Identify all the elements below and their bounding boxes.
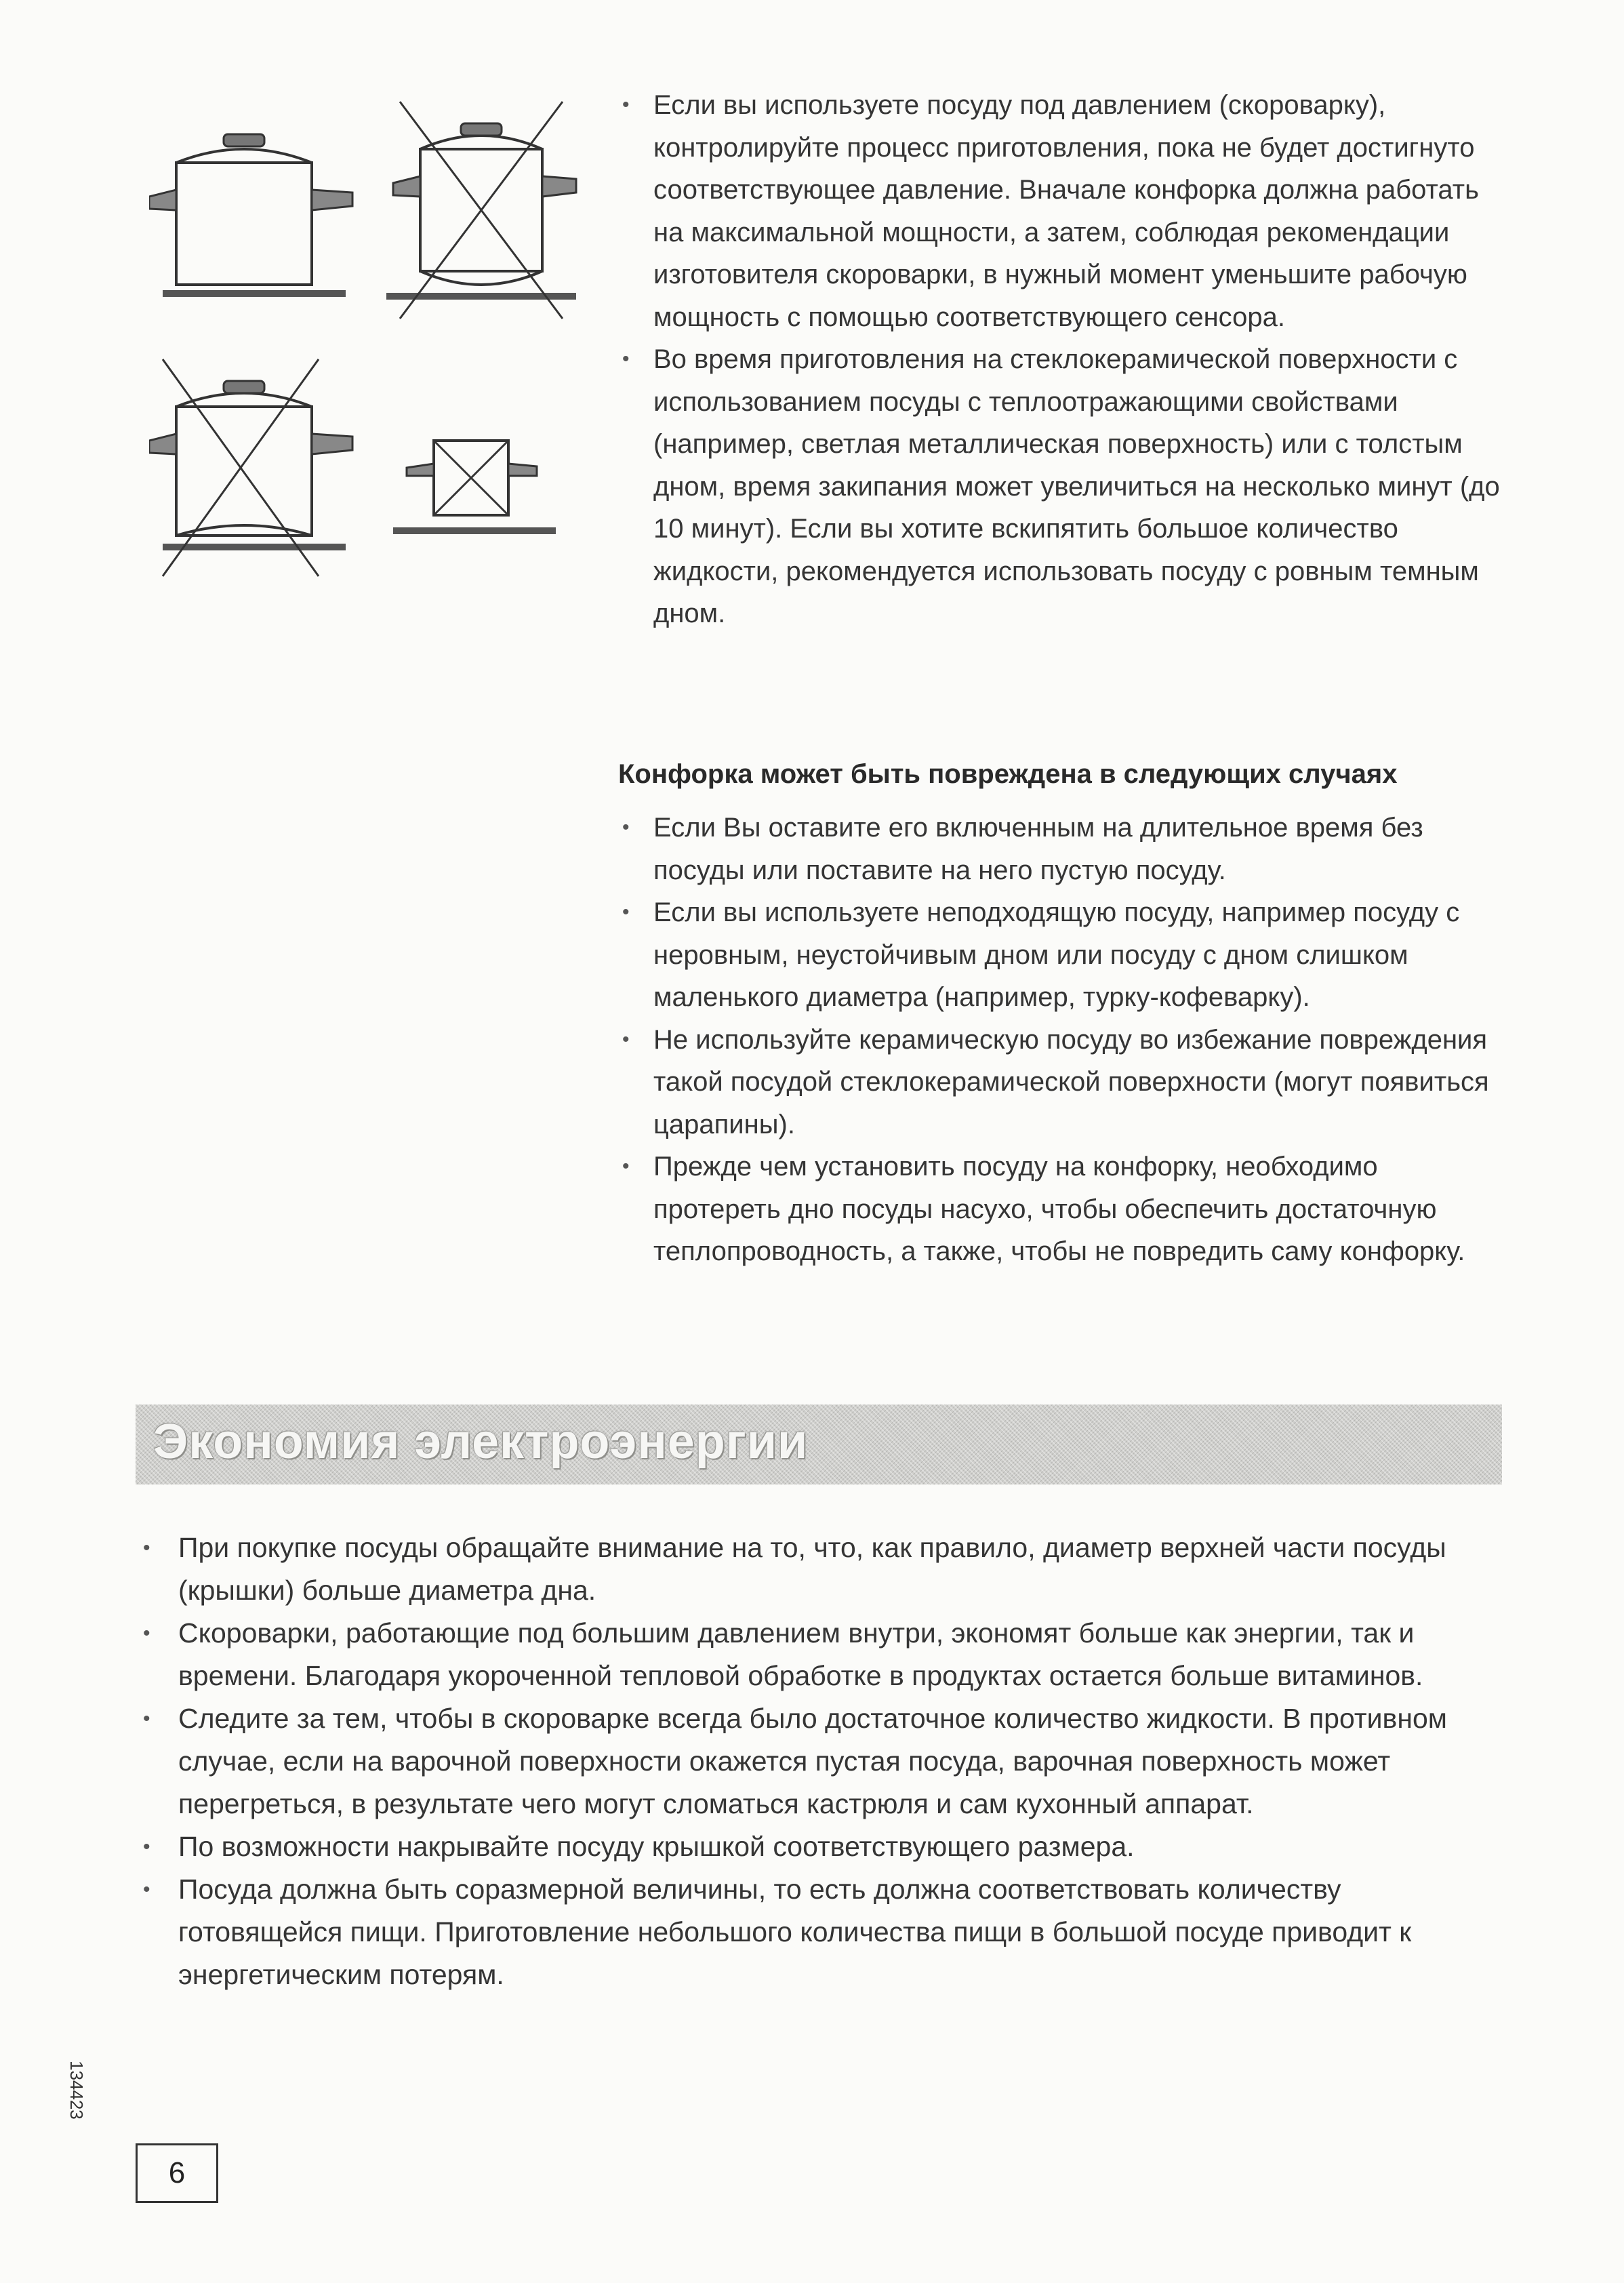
page-number: 6 (136, 2143, 218, 2203)
section-title: Экономия электроэнергии (153, 1415, 809, 1469)
list-item: • При покупке посуды обращайте внимание на то, что, как правило, диаметр верхней части посуды (крышки) больше диаметра дна. (139, 1527, 1505, 1612)
list-item: • Если Вы оставите его включенным на длительное время без посуды или поставите на него пустую посуду. (618, 807, 1506, 891)
concave-bottom-pot-icon (149, 352, 359, 583)
section-heading: Конфорка может быть повреждена в следующих случаях (618, 759, 1398, 789)
list-item: • Если вы используете посуду под давлением (скороварку), контролируйте процесс приготовления, пока не будет достигнуто соответствующее давление. Вначале конфорка должна работать на максимальной мощности, а затем, соблюдая рекомендации изготовителя скороварки, в нужный момент уменьшите рабочую мощность с помощью соответствующего сенсора. (618, 84, 1506, 338)
list-item: • Не используйте керамическую посуду во избежание повреждения такой посудой стеклокерамической поверхности (могут появиться царапины). (618, 1019, 1506, 1146)
cookware-illustrations (136, 81, 583, 597)
cookware-tips-list (618, 84, 1506, 635)
list-item: • По возможности накрывайте посуду крышкой соответствующего размера. (139, 1825, 1505, 1868)
list-item: • Во время приготовления на стеклокерамической поверхности с использованием посуды с теплоотражающими свойствами (например, светлая металлическая поверхность) или с толстым дном, время закипания может увеличиться на несколько минут (до 10 минут). Если вы хотите вскипятить большое количество жидкости, рекомендуется использовать посуду с ровным темным дном. (618, 338, 1506, 635)
correct-pot-icon (149, 122, 359, 339)
energy-saving-list (139, 1527, 1505, 1996)
list-item: • Скороварки, работающие под большим давлением внутри, экономят больше как энергии, так и времени. Благодаря укороченной тепловой обработке в продуктах остается больше витаминов. (139, 1612, 1505, 1697)
list-item: • Если вы используете неподходящую посуду, например посуду с неровным, неустойчивым дном или посуду с дном слишком маленького диаметра (например, турку-кофеварку). (618, 891, 1506, 1019)
damage-cases-list (618, 807, 1506, 1273)
section-banner (136, 1405, 1502, 1484)
small-pot-icon (393, 413, 556, 549)
list-item: • Посуда должна быть соразмерной величины, то есть должна соответствовать количеству готовящейся пищи. Приготовление небольшого количества пищи в большой посуде приводит к энергетическим потерям. (139, 1868, 1505, 1996)
document-code: 134423 (66, 2061, 87, 2120)
list-item: • Прежде чем установить посуду на конфорку, необходимо протереть дно посуды насухо, чтобы обеспечить достаточную теплопроводность, а также, чтобы не повредить саму конфорку. (618, 1146, 1506, 1273)
convex-bottom-pot-icon (373, 95, 583, 325)
list-item: • Следите за тем, чтобы в скороварке всегда было достаточное количество жидкости. В противном случае, если на варочной поверхности окажется пустая посуда, варочная поверхность может перегреться, в результате чего могут сломаться кастрюля и сам кухонный аппарат. (139, 1697, 1505, 1825)
